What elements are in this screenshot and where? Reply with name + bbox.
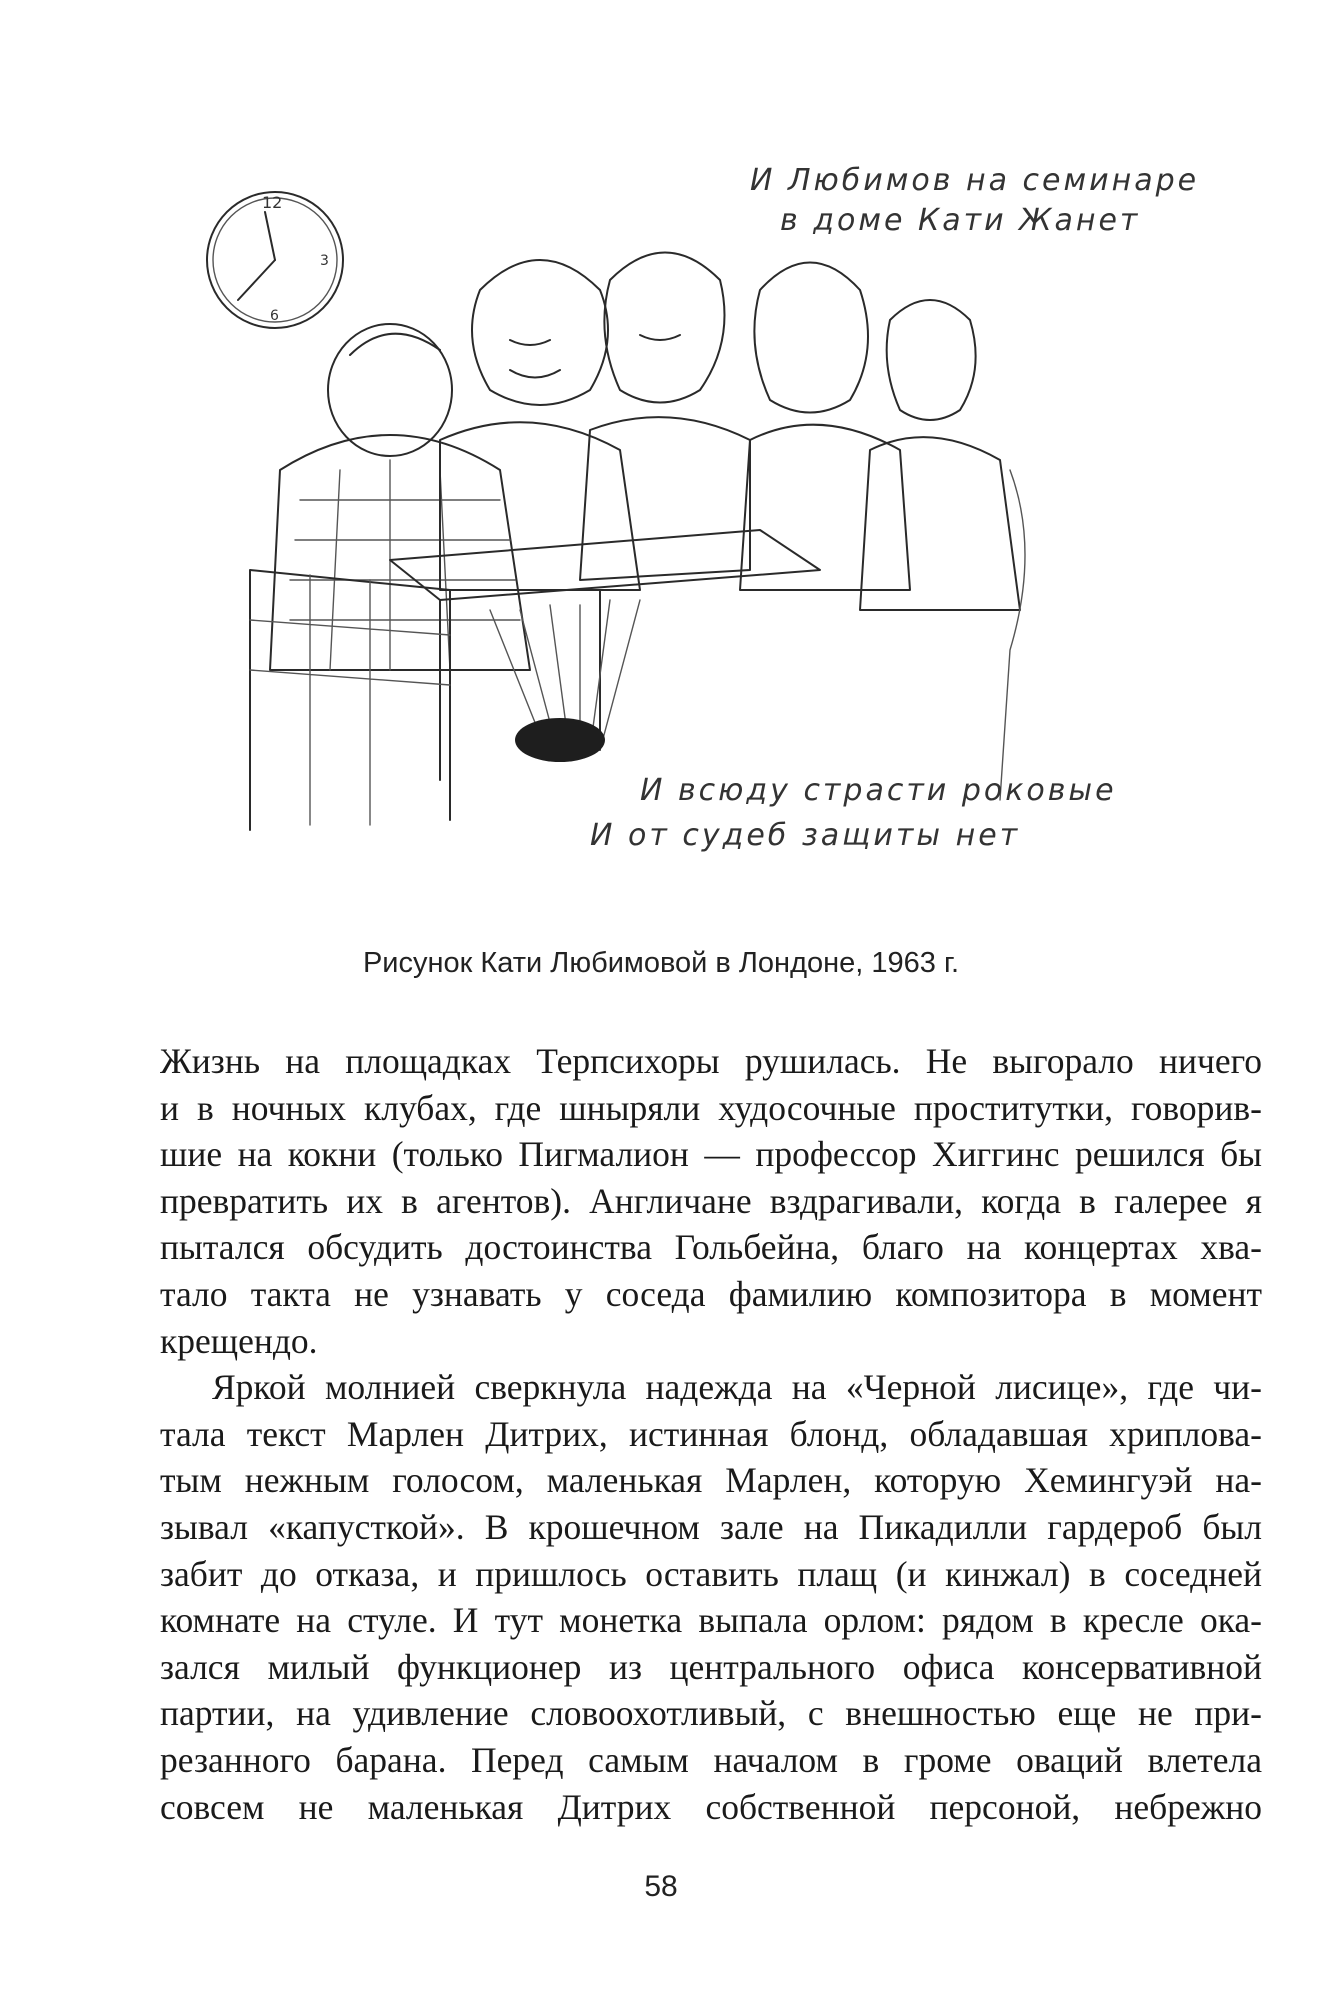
- handwriting-top-line-2: в доме Кати Жанет: [780, 203, 1141, 238]
- handwriting-bottom-line-2: И от судеб защиты нет: [590, 818, 1021, 853]
- text-line: и в ночных клубах, где шныряли худосочные проститутки, говорив-: [160, 1087, 1262, 1128]
- sketch-drawing: [190, 140, 1230, 900]
- text-line: Жизнь на площадках Терпсихоры рушилась. Не выгорало ничего: [160, 1041, 1262, 1081]
- chair: [250, 570, 450, 830]
- page-number: 58: [644, 1870, 678, 1903]
- text-line: тым нежным голосом, маленькая Марлен, которую Хемингуэй на-: [160, 1460, 1262, 1501]
- text-line: шие на кокни (только Пигмалион — профессор Хиггинс решился бы: [160, 1134, 1262, 1175]
- svg-text:6: 6: [270, 308, 279, 324]
- wall-clock-icon: [207, 192, 343, 328]
- text-line: совсем не маленькая Дитрих собственной персоной, небрежно: [160, 1786, 1262, 1827]
- text-line: зался милый функционер из центрального офиса консервативной: [160, 1646, 1262, 1687]
- body-text: [160, 1038, 1262, 1830]
- text-line: пытался обсудить достоинства Гольбейна, благо на концертах хва-: [160, 1227, 1262, 1268]
- text-line: резанного барана. Перед самым началом в громе оваций влетела: [160, 1739, 1262, 1780]
- text-line: партии, на удивление словоохотливый, с внешностью еще не при-: [160, 1693, 1262, 1734]
- figure-man-back: [270, 324, 530, 670]
- text-line: зывал «капусткой». В крошечном зале на Пикадилли гардероб был: [160, 1506, 1262, 1547]
- table: [390, 530, 820, 780]
- text-line: забит до отказа, и пришлось оставить плащ (и кинжал) в соседней: [160, 1553, 1262, 1594]
- svg-text:3: 3: [320, 253, 329, 269]
- svg-text:12: 12: [262, 193, 283, 212]
- figure-caption: Рисунок Кати Любимовой в Лондоне, 1963 г.: [362, 947, 960, 979]
- paragraph-1: [160, 1038, 1262, 1364]
- text-line: тало такта не узнавать у соседа фамилию композитора в момент: [160, 1273, 1262, 1314]
- figure-woman-2: [580, 253, 750, 581]
- text-line: превратить их в агентов). Англичане вздрагивали, когда в галерее я: [160, 1180, 1262, 1221]
- paragraph-2: [160, 1364, 1262, 1830]
- text-line: комнате на стуле. И тут монетка выпала орлом: рядом в кресле ока-: [160, 1600, 1262, 1641]
- figure-woman-3: [740, 263, 910, 591]
- handwriting-bottom-line-1: И всюду страсти роковые: [640, 773, 1117, 808]
- text-line: Яркой молнией сверкнула надежда на «Черной лисице», где чи-: [212, 1367, 1262, 1408]
- handwriting-top-line-1: И Любимов на семинаре: [750, 163, 1200, 198]
- text-line: крещендо.: [160, 1320, 318, 1361]
- chair-right: [1000, 470, 1025, 800]
- figure-woman-4: [860, 300, 1020, 610]
- sketch-illustration: [190, 140, 1230, 900]
- text-line: тала текст Марлен Дитрих, истинная блонд, обладавшая хриплова-: [160, 1413, 1262, 1454]
